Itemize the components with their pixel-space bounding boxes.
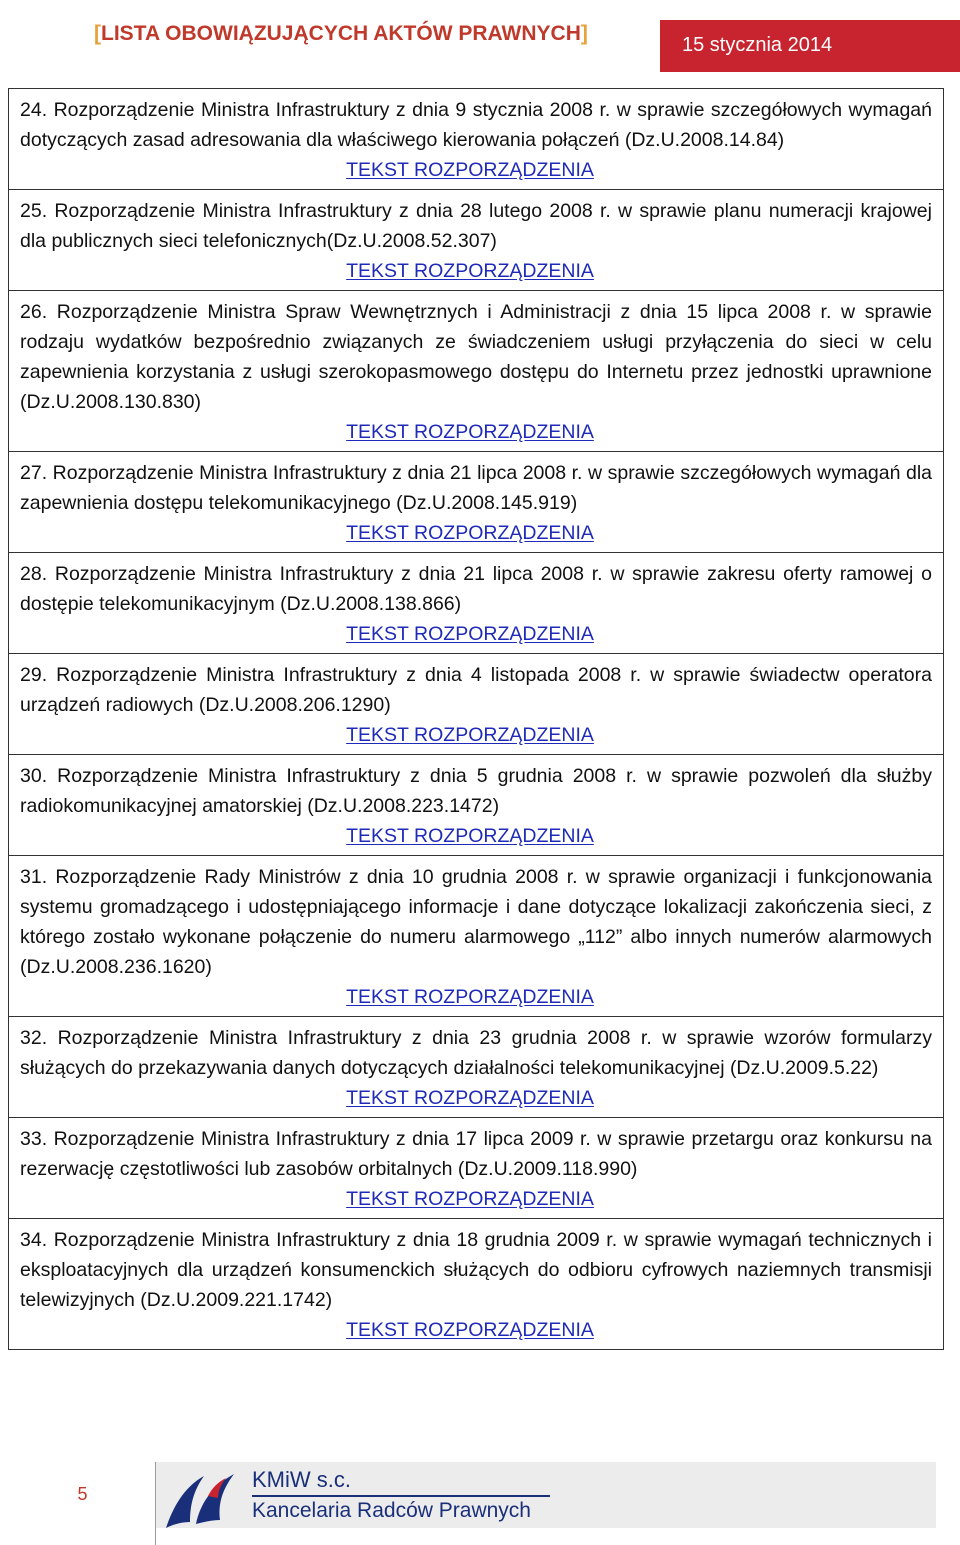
- regulation-text: 31. Rozporządzenie Rady Ministrów z dnia 10 grudnia 2008 r. w sprawie organizacji i funkcjonowania systemu gromadzącego i udostępniającego informacje i dane dotyczące lokalizacji zakończenia sieci, z którego zostało wykonane połączenie do numeru alarmowego „112” albo innych numerów alarmowych (Dz.U.2008.236.1620): [20, 866, 932, 978]
- logo-subtitle: Kancelaria Radców Prawnych: [252, 1499, 531, 1522]
- regulation-text-link[interactable]: TEKST ROZPORZĄDZENIA: [346, 1319, 594, 1341]
- regulation-entry: [9, 553, 943, 654]
- regulation-entry: [9, 856, 943, 1017]
- regulation-text-link[interactable]: TEKST ROZPORZĄDZENIA: [346, 159, 594, 181]
- regulation-entry: [9, 1017, 943, 1118]
- regulation-entry: [9, 291, 943, 452]
- regulation-text-link[interactable]: TEKST ROZPORZĄDZENIA: [346, 260, 594, 282]
- regulation-text-link[interactable]: TEKST ROZPORZĄDZENIA: [346, 1087, 594, 1109]
- regulation-text: 33. Rozporządzenie Ministra Infrastruktury z dnia 17 lipca 2009 r. w sprawie przetargu oraz konkursu na rezerwację częstotliwości lub zasobów orbitalnych (Dz.U.2009.118.990): [20, 1128, 932, 1180]
- regulation-text: 32. Rozporządzenie Ministra Infrastruktury z dnia 23 grudnia 2008 r. w sprawie wzorów formularzy służących do przekazywania danych dotyczących działalności telekomunikacyjnej (Dz.U.2009.5.22): [20, 1027, 932, 1079]
- document-title: [94, 22, 588, 46]
- regulation-text-link[interactable]: TEKST ROZPORZĄDZENIA: [346, 522, 594, 544]
- kmiw-logo-icon: [160, 1464, 246, 1534]
- regulation-entry: [9, 654, 943, 755]
- title-close-bracket: ]: [580, 22, 588, 45]
- regulations-table: [8, 88, 944, 1350]
- page-number: 5: [10, 1462, 156, 1545]
- regulation-text-link[interactable]: TEKST ROZPORZĄDZENIA: [346, 986, 594, 1008]
- regulation-text: 29. Rozporządzenie Ministra Infrastruktury z dnia 4 listopada 2008 r. w sprawie świadectw operatora urządzeń radiowych (Dz.U.2008.206.1290): [20, 664, 932, 716]
- regulation-entry: [9, 1219, 943, 1349]
- page-footer: [0, 1462, 960, 1545]
- regulation-entry: [9, 89, 943, 190]
- regulation-text: 25. Rozporządzenie Ministra Infrastruktury z dnia 28 lutego 2008 r. w sprawie planu numeracji krajowej dla publicznych sieci telefonicznych(Dz.U.2008.52.307): [20, 200, 932, 252]
- title-open-bracket: [: [94, 22, 101, 45]
- regulation-text-link[interactable]: TEKST ROZPORZĄDZENIA: [346, 825, 594, 847]
- regulation-text-link[interactable]: TEKST ROZPORZĄDZENIA: [346, 421, 594, 443]
- regulation-text: 28. Rozporządzenie Ministra Infrastruktury z dnia 21 lipca 2008 r. w sprawie zakresu oferty ramowej o dostępie telekomunikacyjnym (Dz.U.2008.138.866): [20, 563, 932, 615]
- regulation-text: 24. Rozporządzenie Ministra Infrastruktury z dnia 9 stycznia 2008 r. w sprawie szczegółowych wymagań dotyczących zasad adresowania dla właściwego kierowania połączeń (Dz.U.2008.14.84): [20, 99, 932, 151]
- regulation-text: 27. Rozporządzenie Ministra Infrastruktury z dnia 21 lipca 2008 r. w sprawie szczegółowych wymagań dla zapewnienia dostępu telekomunikacyjnego (Dz.U.2008.145.919): [20, 462, 932, 514]
- document-date: 15 stycznia 2014: [660, 20, 960, 72]
- regulation-text: 30. Rozporządzenie Ministra Infrastruktury z dnia 5 grudnia 2008 r. w sprawie pozwoleń dla służby radiokomunikacyjnej amatorskiej (Dz.U.2008.223.1472): [20, 765, 932, 817]
- regulation-text-link[interactable]: TEKST ROZPORZĄDZENIA: [346, 724, 594, 746]
- logo-divider: [252, 1495, 550, 1497]
- page-header: [0, 0, 960, 74]
- regulation-entry: [9, 190, 943, 291]
- logo-name: KMiW s.c.: [252, 1467, 351, 1492]
- regulation-text-link[interactable]: TEKST ROZPORZĄDZENIA: [346, 623, 594, 645]
- regulation-entry: [9, 452, 943, 553]
- document-title-text: LISTA OBOWIĄZUJĄCYCH AKTÓW PRAWNYCH: [101, 22, 581, 45]
- regulation-text: 34. Rozporządzenie Ministra Infrastruktury z dnia 18 grudnia 2009 r. w sprawie wymagań technicznych i eksploatacyjnych dla urządzeń konsumenckich służących do odbioru cyfrowych naziemnych transmisji telewizyjnych (Dz.U.2009.221.1742): [20, 1229, 932, 1311]
- regulation-entry: [9, 1118, 943, 1219]
- regulation-text: 26. Rozporządzenie Ministra Spraw Wewnętrznych i Administracji z dnia 15 lipca 2008 r. w sprawie rodzaju wydatków bezpośrednio związanych ze świadczeniem usługi przyłączenia do sieci w celu zapewnienia korzystania z usługi szerokopasmowego dostępu do Internetu przez jednostki uprawnione (Dz.U.2008.130.830): [20, 301, 932, 413]
- regulation-text-link[interactable]: TEKST ROZPORZĄDZENIA: [346, 1188, 594, 1210]
- regulation-entry: [9, 755, 943, 856]
